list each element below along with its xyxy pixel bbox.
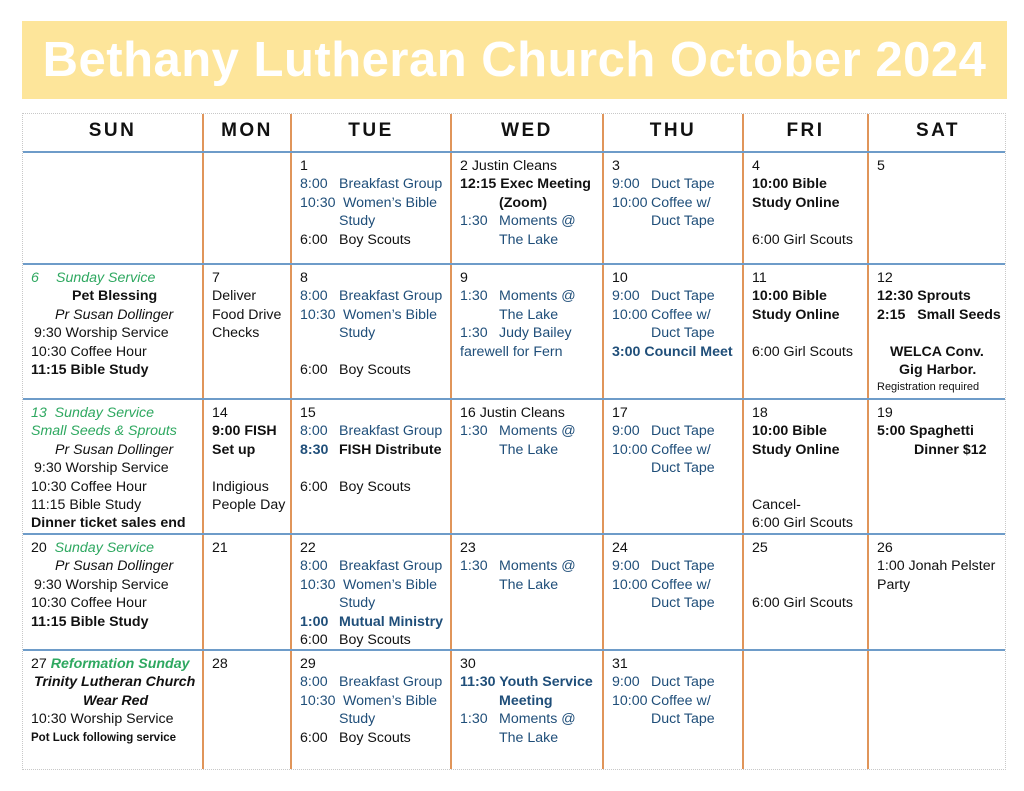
event: 1:30 Moments @ bbox=[460, 288, 576, 305]
event-cont: Study bbox=[339, 711, 376, 728]
day-cell-oct-5[interactable] bbox=[869, 153, 1007, 263]
event: 11:15 Bible Study bbox=[31, 613, 149, 630]
event: 10:00 Bible bbox=[752, 288, 827, 305]
page-title: Bethany Lutheran Church October 2024 bbox=[42, 33, 987, 87]
event: 10:00 Coffee w/ bbox=[612, 306, 711, 323]
day-cell-oct-28[interactable] bbox=[204, 651, 290, 769]
event-cont: The Lake bbox=[499, 441, 559, 458]
event-cont: Study Online bbox=[752, 306, 840, 323]
day-cell-oct-7[interactable] bbox=[204, 265, 290, 398]
day-cell-oct-12[interactable] bbox=[869, 265, 1007, 398]
day-cell-oct-9[interactable] bbox=[452, 265, 602, 398]
event-cont: Duct Tape bbox=[651, 595, 715, 612]
event: 10:00 Coffee w/ bbox=[612, 194, 711, 211]
event: 9:30 Worship Service bbox=[34, 325, 169, 342]
event: 1:30 Moments @ bbox=[460, 711, 576, 728]
event: 8:00 Breakfast Group bbox=[300, 674, 443, 691]
event: 9:00 FISH bbox=[212, 423, 277, 440]
event: 6:00 Girl Scouts bbox=[752, 231, 853, 248]
day-cell-oct-30[interactable] bbox=[452, 651, 602, 769]
event: 20 Sunday Service bbox=[31, 540, 155, 556]
event-cont: People Day bbox=[212, 497, 286, 514]
date-number: 1 bbox=[300, 158, 308, 174]
event-cont: The Lake bbox=[499, 306, 559, 323]
event-cont: farewell for Fern bbox=[460, 343, 563, 360]
date-number: 30 bbox=[460, 656, 476, 672]
event-cont: Pr Susan Dollinger bbox=[55, 306, 174, 323]
event-cont: Study bbox=[339, 595, 376, 612]
event-cont: Set up bbox=[212, 441, 256, 458]
date-number: 4 bbox=[752, 158, 760, 174]
event: 10:00 Coffee w/ bbox=[612, 576, 711, 593]
event: 6 Sunday Service bbox=[31, 270, 156, 286]
event: 8:00 Breakfast Group bbox=[300, 423, 443, 440]
event: 8:00 Breakfast Group bbox=[300, 558, 443, 575]
event-cont: Pr Susan Dollinger bbox=[55, 558, 174, 575]
day-cell-oct-3[interactable] bbox=[604, 153, 742, 263]
day-cell-oct-6[interactable] bbox=[23, 265, 202, 398]
event: 10:30 Coffee Hour bbox=[31, 595, 147, 612]
event: 9:00 Duct Tape bbox=[612, 423, 715, 440]
event-cont: Dinner $12 bbox=[914, 441, 987, 458]
day-cell-oct-2[interactable] bbox=[452, 153, 602, 263]
date-number: 3 bbox=[612, 158, 620, 174]
event-cont: Duct Tape bbox=[651, 325, 715, 342]
event-status: Cancel- bbox=[752, 497, 801, 514]
event: 12:30 Sprouts bbox=[877, 288, 971, 305]
event: 10:30 Women’s Bible bbox=[300, 576, 438, 593]
event: 6:00 Girl Scouts bbox=[752, 343, 853, 360]
event: 6:00 Girl Scouts bbox=[752, 515, 853, 532]
date-number: 9 bbox=[460, 270, 468, 286]
day-cell-oct-4[interactable] bbox=[744, 153, 867, 263]
date-number: 16 Justin Cleans bbox=[460, 405, 565, 421]
event-cont: Study Online bbox=[752, 441, 840, 458]
event-cont: The Lake bbox=[499, 576, 559, 593]
day-cell-oct-21[interactable] bbox=[204, 535, 290, 649]
event: 1:30 Moments @ bbox=[460, 558, 576, 575]
day-cell-oct-1[interactable] bbox=[292, 153, 450, 263]
day-cell-oct-25[interactable] bbox=[744, 535, 867, 649]
date-number: 23 bbox=[460, 540, 476, 556]
day-cell-oct-31[interactable] bbox=[604, 651, 742, 769]
date-number: 8 bbox=[300, 270, 308, 286]
date-number: 10 bbox=[612, 270, 628, 286]
day-cell-oct-11[interactable] bbox=[744, 265, 867, 398]
event: 3:00 Council Meet bbox=[612, 343, 733, 360]
day-cell-oct-8[interactable] bbox=[292, 265, 450, 398]
event: 9:00 Duct Tape bbox=[612, 674, 715, 691]
event-cont: The Lake bbox=[499, 231, 559, 248]
date-number: 17 bbox=[612, 405, 628, 421]
event: 2:15 Small Seeds bbox=[877, 306, 1001, 323]
event: 1:00 Mutual Ministry bbox=[300, 613, 444, 630]
date-number: 25 bbox=[752, 540, 768, 556]
date-number: 31 bbox=[612, 656, 628, 672]
event: 6:00 Boy Scouts bbox=[300, 632, 411, 649]
day-cell-oct-23[interactable] bbox=[452, 535, 602, 649]
event: 6:00 Boy Scouts bbox=[300, 231, 411, 248]
day-cell-oct-10[interactable] bbox=[604, 265, 742, 398]
event-cont: Study bbox=[339, 325, 376, 342]
date-number: 14 bbox=[212, 405, 228, 421]
event-cont: Pr Susan Dollinger bbox=[55, 441, 174, 458]
event: 8:30 FISH Distribute bbox=[300, 441, 442, 458]
event: 13 Sunday Service bbox=[31, 405, 155, 421]
day-cell-oct-26[interactable] bbox=[869, 535, 1007, 649]
event: 5:00 Spaghetti bbox=[877, 423, 974, 440]
event: 10:30 Worship Service bbox=[31, 711, 174, 728]
day-header-sat: SAT bbox=[915, 120, 961, 141]
date-number: 21 bbox=[212, 540, 228, 556]
event: 10:30 Women’s Bible bbox=[300, 692, 438, 709]
date-number: 22 bbox=[300, 540, 316, 556]
event: 6:00 Boy Scouts bbox=[300, 362, 411, 379]
event-cont: Checks bbox=[212, 325, 260, 342]
event-note: Registration required bbox=[877, 381, 980, 394]
event: 11:15 Bible Study bbox=[31, 497, 142, 514]
date-number: 29 bbox=[300, 656, 316, 672]
day-cell-oct-17[interactable] bbox=[604, 400, 742, 533]
event: Indigious bbox=[212, 478, 269, 495]
event-note: Pot Luck following service bbox=[31, 731, 177, 744]
day-cell-oct-16[interactable] bbox=[452, 400, 602, 533]
event: 27 Reformation Sunday bbox=[31, 656, 190, 672]
event: 11:30 Youth Service bbox=[460, 674, 593, 691]
event: 9:00 Duct Tape bbox=[612, 176, 715, 193]
event-cont: Duct Tape bbox=[651, 213, 715, 230]
date-number: 28 bbox=[212, 656, 228, 672]
day-cell-oct-19[interactable] bbox=[869, 400, 1007, 533]
event: WELCA Conv. bbox=[890, 343, 984, 360]
event-cont: (Zoom) bbox=[499, 194, 548, 211]
event: 1:30 Moments @ bbox=[460, 423, 576, 440]
event-cont: Small Seeds & Sprouts bbox=[31, 423, 177, 440]
day-cell-oct-27[interactable] bbox=[23, 651, 202, 769]
event: 8:00 Breakfast Group bbox=[300, 176, 443, 193]
date-number: 24 bbox=[612, 540, 628, 556]
day-cell-oct-24[interactable] bbox=[604, 535, 742, 649]
event-cont: Trinity Lutheran Church bbox=[34, 674, 196, 691]
event-cont: The Lake bbox=[499, 729, 559, 746]
day-cell-oct-15[interactable] bbox=[292, 400, 450, 533]
date-number: 19 bbox=[877, 405, 893, 421]
event: 10:30 Coffee Hour bbox=[31, 478, 147, 495]
date-number: 18 bbox=[752, 405, 768, 421]
event-cont: Pet Blessing bbox=[72, 288, 158, 305]
day-header-wed: WED bbox=[501, 120, 553, 141]
event: 10:30 Women’s Bible bbox=[300, 306, 438, 323]
event: 6:00 Boy Scouts bbox=[300, 729, 411, 746]
day-cell-oct-22[interactable] bbox=[292, 535, 450, 649]
event-cont: Duct Tape bbox=[651, 711, 715, 728]
event: 10:00 Coffee w/ bbox=[612, 441, 711, 458]
event: 9:00 Duct Tape bbox=[612, 288, 715, 305]
day-header-tue: TUE bbox=[348, 120, 394, 141]
date-number: 7 bbox=[212, 270, 220, 286]
date-number: 5 bbox=[877, 158, 885, 174]
event: 11:15 Bible Study bbox=[31, 362, 149, 379]
event: Dinner ticket sales end bbox=[31, 515, 186, 532]
event: 10:00 Bible bbox=[752, 423, 827, 440]
event: 12:15 Exec Meeting bbox=[460, 176, 591, 193]
title-banner bbox=[22, 21, 1007, 99]
event: 10:30 Women’s Bible bbox=[300, 194, 438, 211]
calendar-grid bbox=[22, 113, 1006, 770]
event-cont: Party bbox=[877, 576, 911, 593]
event-cont: Meeting bbox=[499, 692, 553, 709]
event: 10:30 Coffee Hour bbox=[31, 343, 147, 360]
event-cont: Study bbox=[339, 213, 376, 230]
event: 9:30 Worship Service bbox=[34, 576, 169, 593]
event-cont: Study Online bbox=[752, 194, 840, 211]
date-number: 15 bbox=[300, 405, 316, 421]
date-number: 2 Justin Cleans bbox=[460, 158, 557, 174]
event-cont: Duct Tape bbox=[651, 460, 715, 477]
day-cell-oct-14[interactable] bbox=[204, 400, 290, 533]
day-header-sun: SUN bbox=[88, 120, 137, 141]
date-number: 11 bbox=[752, 270, 767, 286]
event: 10:00 Bible bbox=[752, 176, 827, 193]
date-number: 12 bbox=[877, 270, 893, 286]
event: 1:30 Moments @ bbox=[460, 213, 576, 230]
day-cell-oct-20[interactable] bbox=[23, 535, 202, 649]
event: 1:00 Jonah Pelster bbox=[877, 558, 996, 575]
day-cell-oct-29[interactable] bbox=[292, 651, 450, 769]
day-header-thu: THU bbox=[649, 120, 697, 141]
event: 8:00 Breakfast Group bbox=[300, 288, 443, 305]
day-cell-oct-13[interactable] bbox=[23, 400, 202, 533]
event: 9:30 Worship Service bbox=[34, 460, 169, 477]
event: 9:00 Duct Tape bbox=[612, 558, 715, 575]
day-header-fri: FRI bbox=[786, 120, 825, 141]
event: Deliver bbox=[212, 288, 257, 305]
event-cont: Food Drive bbox=[212, 306, 282, 323]
event: 6:00 Boy Scouts bbox=[300, 478, 411, 495]
day-header-mon: MON bbox=[221, 120, 273, 141]
event: 10:00 Coffee w/ bbox=[612, 692, 711, 709]
event-cont: Wear Red bbox=[83, 692, 149, 709]
event: 6:00 Girl Scouts bbox=[752, 595, 853, 612]
event-cont: Gig Harbor. bbox=[899, 362, 977, 379]
date-number: 26 bbox=[877, 540, 893, 556]
day-cell-oct-18[interactable] bbox=[744, 400, 867, 533]
event: 1:30 Judy Bailey bbox=[460, 325, 572, 342]
